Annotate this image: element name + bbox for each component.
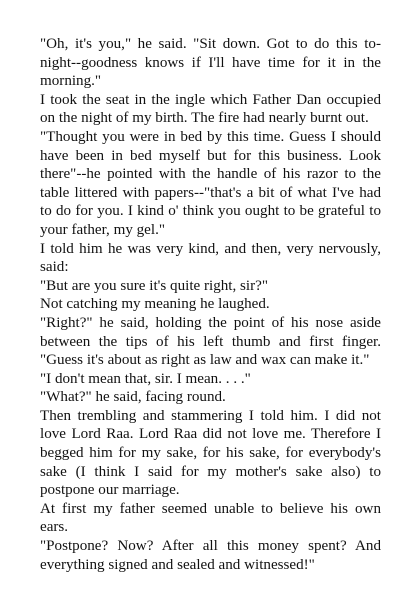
paragraph: "Oh, it's you," he said. "Sit down. Got to do this to-night--goodness knows if I'll have time for it in the morning." [40, 36, 381, 90]
paragraph: "Right?" he said, holding the point of his nose aside between the tips of his left thumb and first finger. "Guess it's about as right as law and wax can make it." [40, 314, 381, 369]
paragraph: "But are you sure it's quite right, sir?" [40, 277, 268, 294]
paragraph: I told him he was very kind, and then, very nervously, said: [40, 240, 381, 276]
paragraph: "Thought you were in bed by this time. Guess I should have been in bed myself but for this business. Look there"--he pointed with the handle of his razor to the table littered with papers--"that's a bit of what I've had to do for you. I kind o' think you ought to be grateful to your father, my gel." [40, 128, 381, 238]
paragraph: At first my father seemed unable to believe his own ears. [40, 500, 381, 536]
paragraph: "I don't mean that, sir. I mean. . . ." [40, 370, 251, 387]
paragraph: I took the seat in the ingle which Father Dan occupied on the night of my birth. The fire had nearly burnt out. [40, 91, 381, 127]
paragraph: "What?" he said, facing round. [40, 389, 226, 406]
paragraph: "Postpone? Now? After all this money spent? And everything signed and sealed and witnessed!" [40, 538, 381, 573]
paragraph: Not catching my meaning he laughed. [40, 296, 270, 313]
body-text [40, 35, 381, 574]
paragraph: Then trembling and stammering I told him. I did not love Lord Raa. Lord Raa did not love me. Therefore I begged him for my sake, for his sake, for everybody's sake (I think I said for my mother's sake also) to postpone our marriage. [40, 407, 381, 499]
